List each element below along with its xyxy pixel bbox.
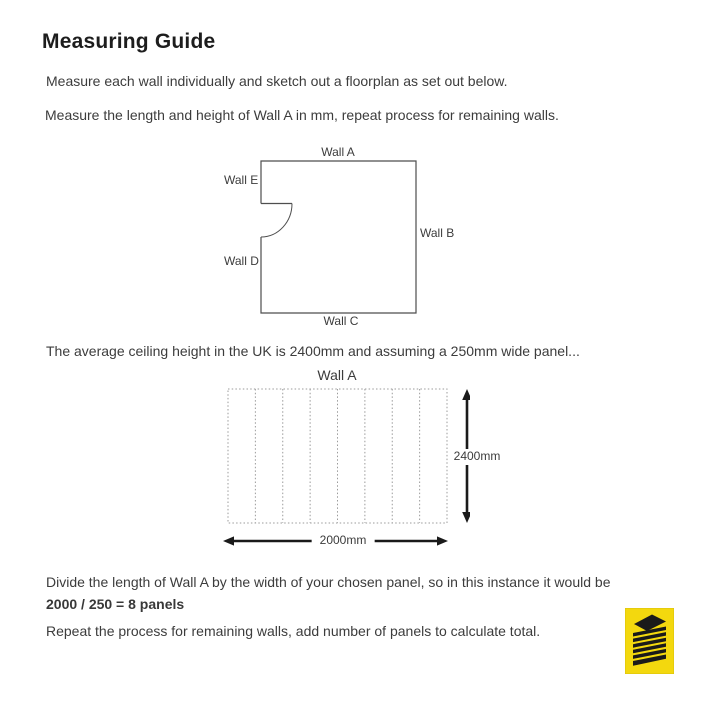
height-dimension-label: 2400mm [450, 449, 505, 465]
floorplan-wall-b-label: Wall B [420, 226, 455, 240]
panel-formula: 2000 / 250 = 8 panels [46, 596, 185, 612]
intro-line-1: Measure each wall individually and sketch out a floorplan as set out below. [46, 73, 508, 89]
floorplan-wall-e-label: Wall E [224, 173, 259, 187]
panel-diagram-title: Wall A [317, 367, 357, 383]
room-outline [261, 161, 416, 313]
door-swing-arc [261, 204, 292, 238]
width-dimension-label: 2000mm [312, 533, 375, 549]
page-title: Measuring Guide [42, 30, 216, 53]
panel-diagram [215, 382, 470, 554]
repeat-instruction: Repeat the process for remaining walls, add number of panels to calculate total. [46, 623, 541, 639]
floorplan-wall-a-label: Wall A [321, 145, 355, 159]
divide-instruction: Divide the length of Wall A by the width of your chosen panel, so in this instance it would be [46, 574, 611, 590]
intro-line-2: Measure the length and height of Wall A in mm, repeat process for remaining walls. [45, 107, 559, 123]
floorplan-wall-d-label: Wall D [224, 254, 259, 268]
panel-grid [255, 389, 419, 523]
floorplan-wall-c-label: Wall C [323, 314, 359, 328]
ceiling-note: The average ceiling height in the UK is 2400mm and assuming a 250mm wide panel... [46, 343, 580, 359]
panel-stack-icon [625, 608, 674, 674]
